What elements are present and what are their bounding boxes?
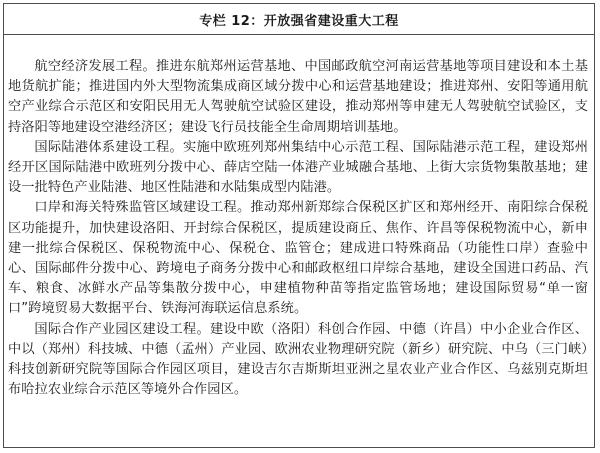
paragraph-port-customs-zones: 口岸和海关特殊监管区域建设工程。推动郑州新郑综合保税区扩区和郑州经开、南阳综合保税区功能提升，加快建设洛阳、开封综合保税区，提质建设商丘、焦作、许昌等保税物流中心，新申建一批综合保税区、保税物流中心、保税仓、监管仓；建成进口特殊商品（功能性口岸）查验中心、国际邮件分拨中心、跨境电子商务分拨中心和邮政枢纽口岸综合基地，建设全国进口药品、汽车、粮食、冰鲜水产品等集散分拨中心，申建植物种苗等指定监管场地；建设国际贸易“单一窗口”跨境贸易大数据平台、铁海河海联运信息系统。: [8, 200, 588, 317]
paragraph-international-cooperation-parks: 国际合作产业园区建设工程。建设中欧（洛阳）科创合作园、中德（许昌）中小企业合作区、中以（郑州）科技城、中德（孟州）产业园、欧洲农业物理研究院（新乡）研究院、中乌（三门峡）科技创新研究院等国际合作园区项目，建设吉尔吉斯斯坦亚洲之星农业产业合作区、乌兹别克斯坦布哈拉农业综合示范区等境外合作园区。: [8, 321, 588, 398]
column-content: [8, 57, 588, 400]
column-title: 专栏 12：开放强省建设重大工程: [4, 4, 594, 35]
paragraph-land-port-system: 国际陆港体系建设工程。实施中欧班列郑州集结中心示范工程、国际陆港示范工程，建设郑州经开区国际陆港中欧班列分拨中心、薛店空陆一体港产业城融合基地、上街大宗货物集散基地；建设一批特色产业陆港、地区性陆港和水陆集成型内陆港。: [8, 139, 588, 196]
paragraph-aviation-economy: 航空经济发展工程。推进东航郑州运营基地、中国邮政航空河南运营基地等项目建设和本土基地货航扩能；推进国内外大型物流集成商区域分拨中心和运营基地建设；推进郑州、安阳等通用航空产业综合示范区和安阳民用无人驾驶航空试验区建设，推动郑州等申建无人驾驶航空试验区，支持洛阳等地建设空港经济区；建设飞行员技能全生命周期培训基地。: [8, 59, 588, 135]
